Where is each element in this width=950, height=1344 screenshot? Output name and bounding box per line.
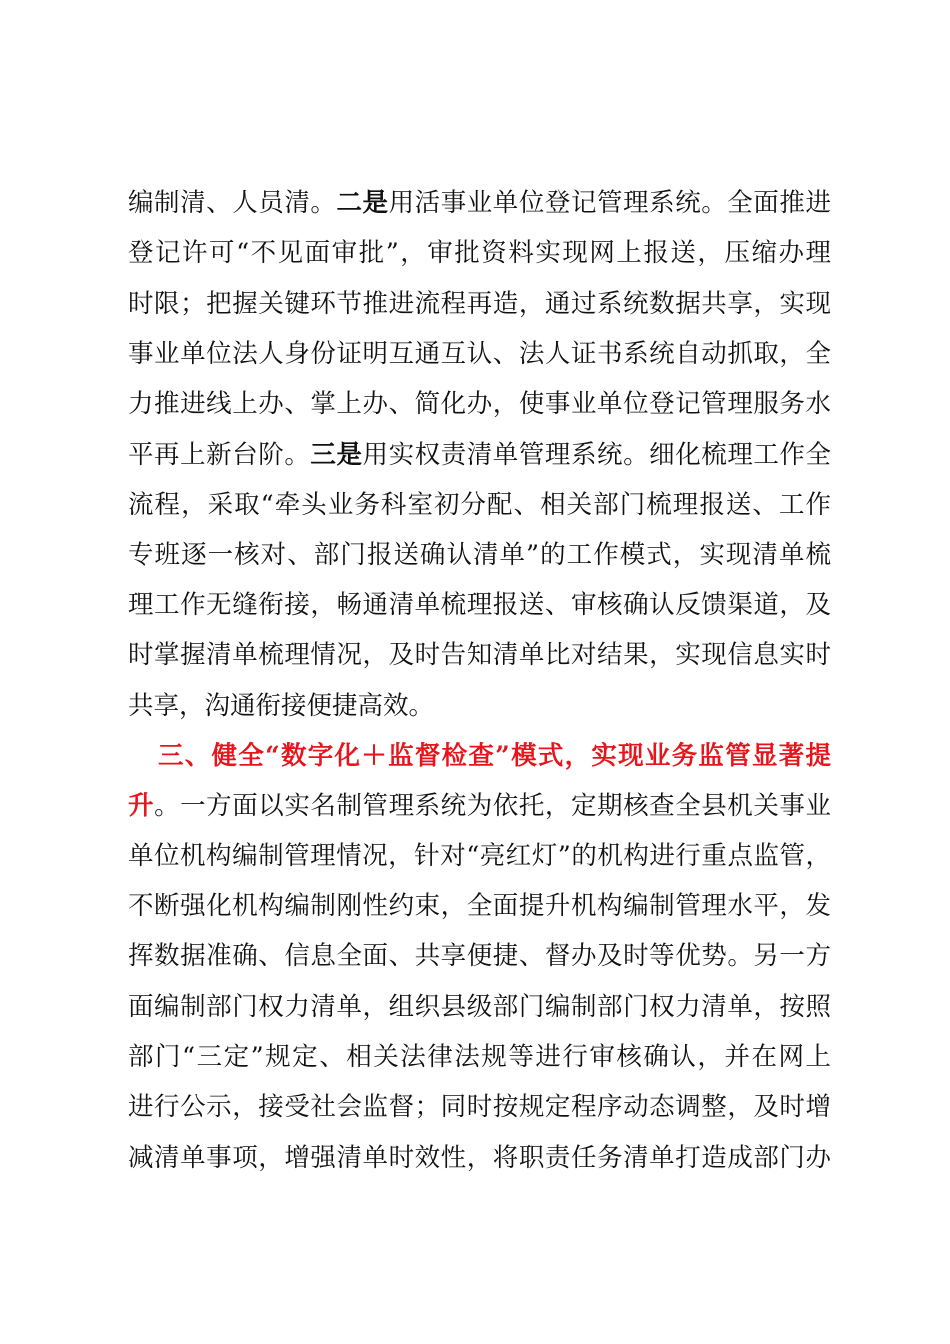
paragraph-2-line-5: 挥数据准确、信息全面、共享便捷、督办及时等优势。另一方 (128, 941, 831, 971)
section-heading-tail: 升 (128, 791, 155, 821)
paragraph-1-line-2: 登记许可“不见面审批”，审批资料实现网上报送，压缩办理 (128, 238, 831, 268)
bold-keyword-san-shi: 三是 (310, 440, 363, 470)
text-run: 用活事业单位登记管理系统。全面推进 (388, 188, 831, 218)
paragraph-2-line-6: 面编制部门权力清单，组织县级部门编制部门权力清单，按照 (128, 992, 831, 1022)
paragraph-1-line-5: 力推进线上办、掌上办、简化办，使事业单位登记管理服务水 (128, 389, 831, 419)
paragraph-2-line-4: 不断强化机构编制刚性约束，全面提升机构编制管理水平，发 (128, 891, 831, 921)
paragraph-1-line-10: 时掌握清单梳理情况，及时告知清单比对结果，实现信息实时 (128, 640, 831, 670)
paragraph-1-line-8: 专班逐一核对、部门报送确认清单”的工作模式，实现清单梳 (128, 540, 831, 570)
section-heading-line-1: 三、健全“数字化＋监督检查”模式，实现业务监管显著提 (158, 741, 831, 771)
paragraph-1-line-6 (128, 430, 831, 480)
text-run: 。一方面以实名制管理系统为依托，定期核查全县机关事业 (154, 791, 831, 821)
paragraph-1-line-9: 理工作无缝衔接，畅通清单梳理报送、审核确认反馈渠道，及 (128, 590, 831, 620)
paragraph-2-line-7: 部门“三定”规定、相关法律法规等进行审核确认，并在网上 (128, 1042, 831, 1072)
paragraph-1-line-7: 流程，采取“牵头业务科室初分配、相关部门梳理报送、工作 (128, 490, 831, 520)
text-run: 编制清、人员清。 (128, 188, 337, 218)
paragraph-1-line-4: 事业单位法人身份证明互通互认、法人证书系统自动抓取，全 (128, 339, 831, 369)
paragraph-1-line-11: 共享，沟通衔接便捷高效。 (128, 691, 435, 721)
bold-keyword-er-shi: 二是 (336, 188, 389, 218)
text-run: 用实权责清单管理系统。细化梳理工作全 (362, 440, 831, 470)
paragraph-2-line-2 (128, 781, 831, 831)
paragraph-2-line-9: 减清单事项，增强清单时效性，将职责任务清单打造成部门办 (128, 1143, 831, 1173)
paragraph-1-line-3: 时限；把握关键环节推进流程再造，通过系统数据共享，实现 (128, 289, 831, 319)
text-run: 平再上新台阶。 (128, 440, 311, 470)
paragraph-2-line-8: 进行公示，接受社会监督；同时按规定程序动态调整，及时增 (128, 1092, 831, 1122)
paragraph-1-line-1 (128, 178, 831, 228)
paragraph-2-line-3: 单位机构编制管理情况，针对“亮红灯”的机构进行重点监管， (128, 841, 831, 871)
